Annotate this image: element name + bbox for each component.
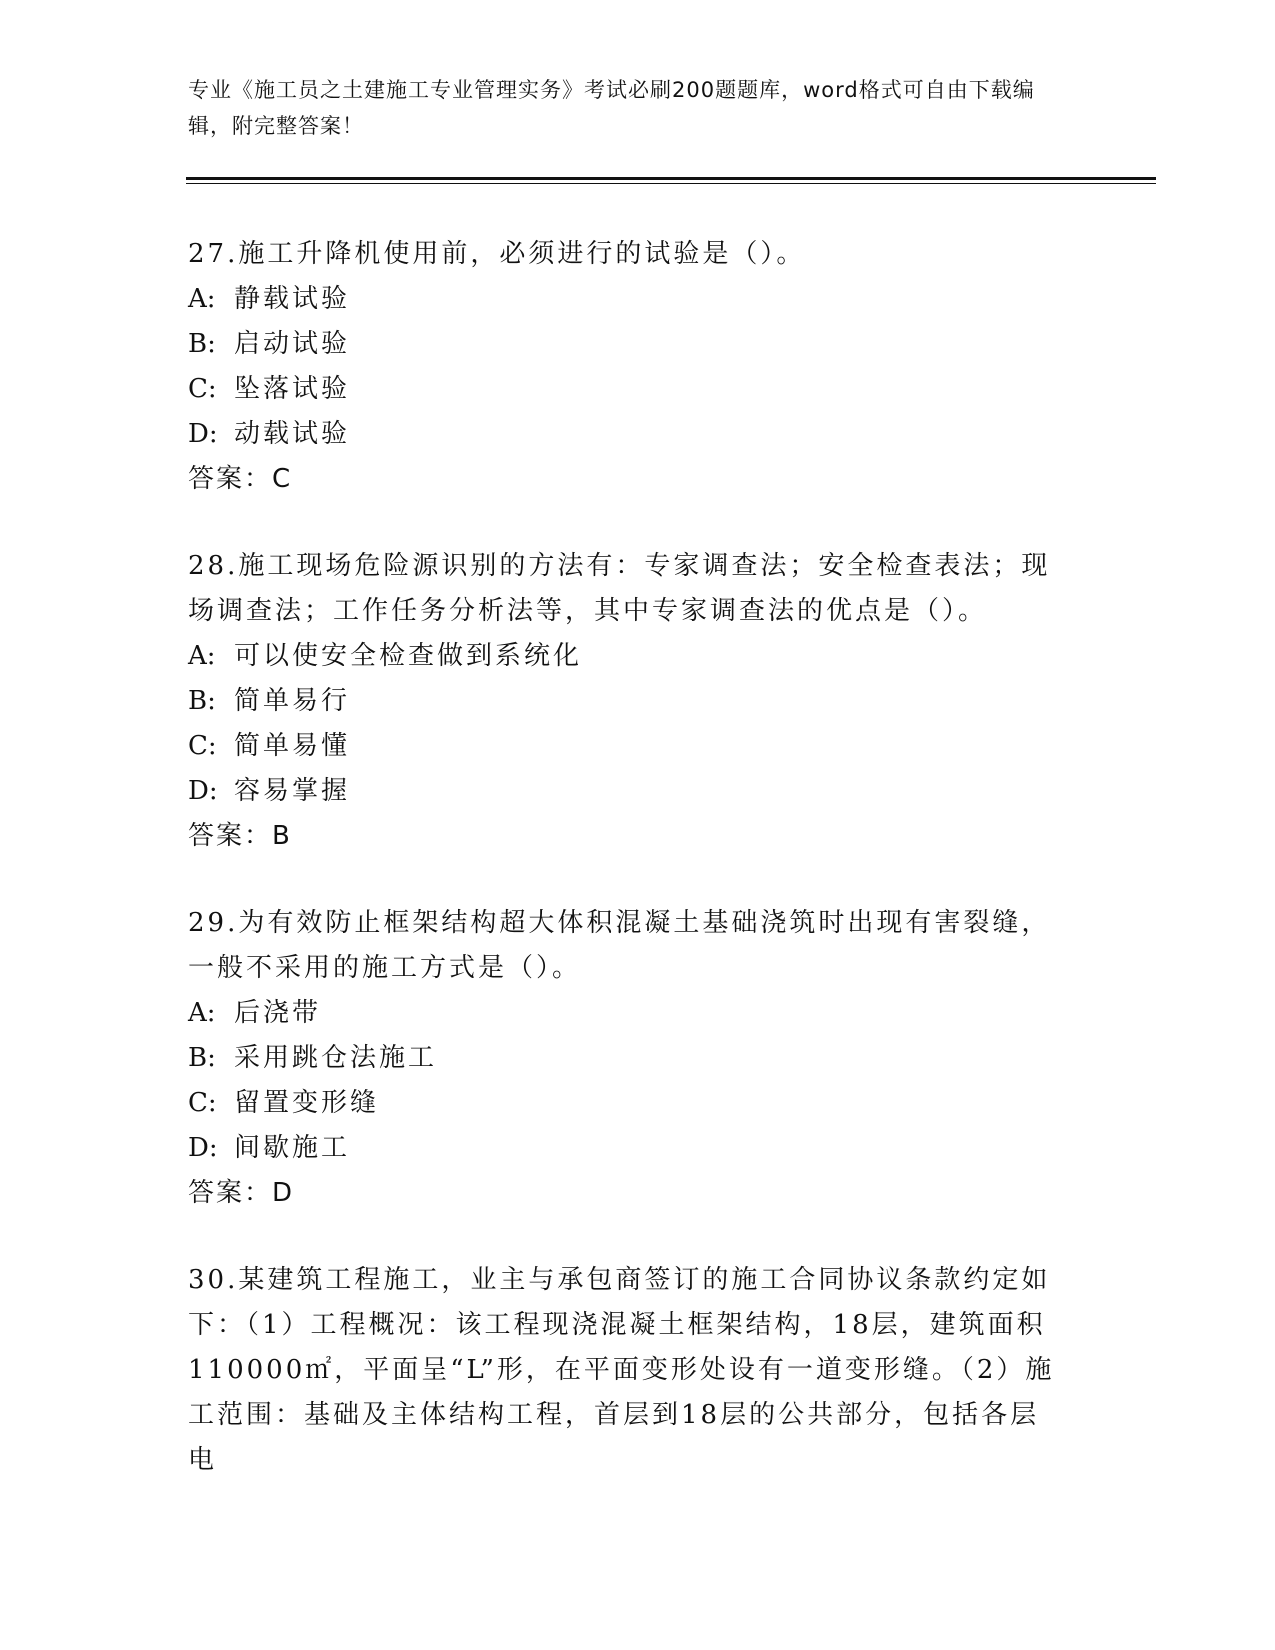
option-letter: D: — [188, 1133, 218, 1163]
document-header: 专业《施工员之土建施工专业管理实务》考试必刷200题题库，word格式可自由下载编辑，附完整答案！ — [188, 78, 1035, 138]
header-divider-thin — [186, 183, 1156, 184]
option-text: 间歇施工 — [234, 1133, 351, 1163]
option-text: 静载试验 — [234, 284, 351, 314]
option-letter: A: — [188, 284, 216, 314]
option-c — [188, 724, 1088, 769]
option-text: 容易掌握 — [234, 776, 351, 806]
option-letter: C: — [188, 374, 217, 404]
option-letter: A: — [188, 641, 216, 671]
answer-line: 答案：B — [188, 821, 292, 851]
option-text: 采用跳仓法施工 — [234, 1043, 438, 1073]
option-text: 动载试验 — [234, 419, 351, 449]
option-text: 后浇带 — [234, 998, 322, 1028]
answer-line: 答案：D — [188, 1178, 295, 1208]
header-divider-thick — [186, 177, 1156, 180]
option-letter: D: — [188, 776, 218, 806]
option-c — [188, 367, 1088, 412]
option-text: 简单易懂 — [234, 731, 351, 761]
option-letter: B: — [188, 686, 216, 716]
option-text: 启动试验 — [234, 329, 351, 359]
option-b — [188, 1036, 1088, 1081]
option-a — [188, 634, 1088, 679]
option-c — [188, 1081, 1088, 1126]
question-28 — [188, 544, 1088, 859]
option-text: 留置变形缝 — [234, 1088, 380, 1118]
option-d — [188, 1126, 1088, 1171]
question-29 — [188, 901, 1088, 1216]
question-27 — [188, 232, 1088, 502]
question-30 — [188, 1258, 1088, 1483]
answer-line: 答案：C — [188, 464, 293, 494]
option-d — [188, 769, 1088, 814]
option-letter: C: — [188, 1088, 217, 1118]
question-stem: 29.为有效防止框架结构超大体积混凝土基础浇筑时出现有害裂缝，一般不采用的施工方式是（）。 — [188, 908, 1051, 983]
option-d — [188, 412, 1088, 457]
option-a — [188, 277, 1088, 322]
option-letter: B: — [188, 329, 216, 359]
question-stem: 27.施工升降机使用前，必须进行的试验是（）。 — [188, 239, 806, 269]
option-letter: C: — [188, 731, 217, 761]
question-stem: 28.施工现场危险源识别的方法有：专家调查法；安全检查表法；现场调查法；工作任务分析法等，其中专家调查法的优点是（）。 — [188, 551, 1051, 626]
option-b — [188, 322, 1088, 367]
option-text: 可以使安全检查做到系统化 — [234, 641, 583, 671]
option-letter: B: — [188, 1043, 216, 1073]
option-a — [188, 991, 1088, 1036]
option-text: 简单易行 — [234, 686, 351, 716]
option-letter: D: — [188, 419, 218, 449]
question-list — [188, 232, 1088, 1525]
option-letter: A: — [188, 998, 216, 1028]
question-stem: 30.某建筑工程施工，业主与承包商签订的施工合同协议条款约定如下：（1）工程概况：该工程现浇混凝土框架结构，18层，建筑面积110000㎡，平面呈“L”形，在平面变形处设有一道变形缝。（2）施工范围：基础及主体结构工程，首层到18层的公共部分，包括各层电 — [188, 1265, 1055, 1475]
option-b — [188, 679, 1088, 724]
option-text: 坠落试验 — [234, 374, 351, 404]
